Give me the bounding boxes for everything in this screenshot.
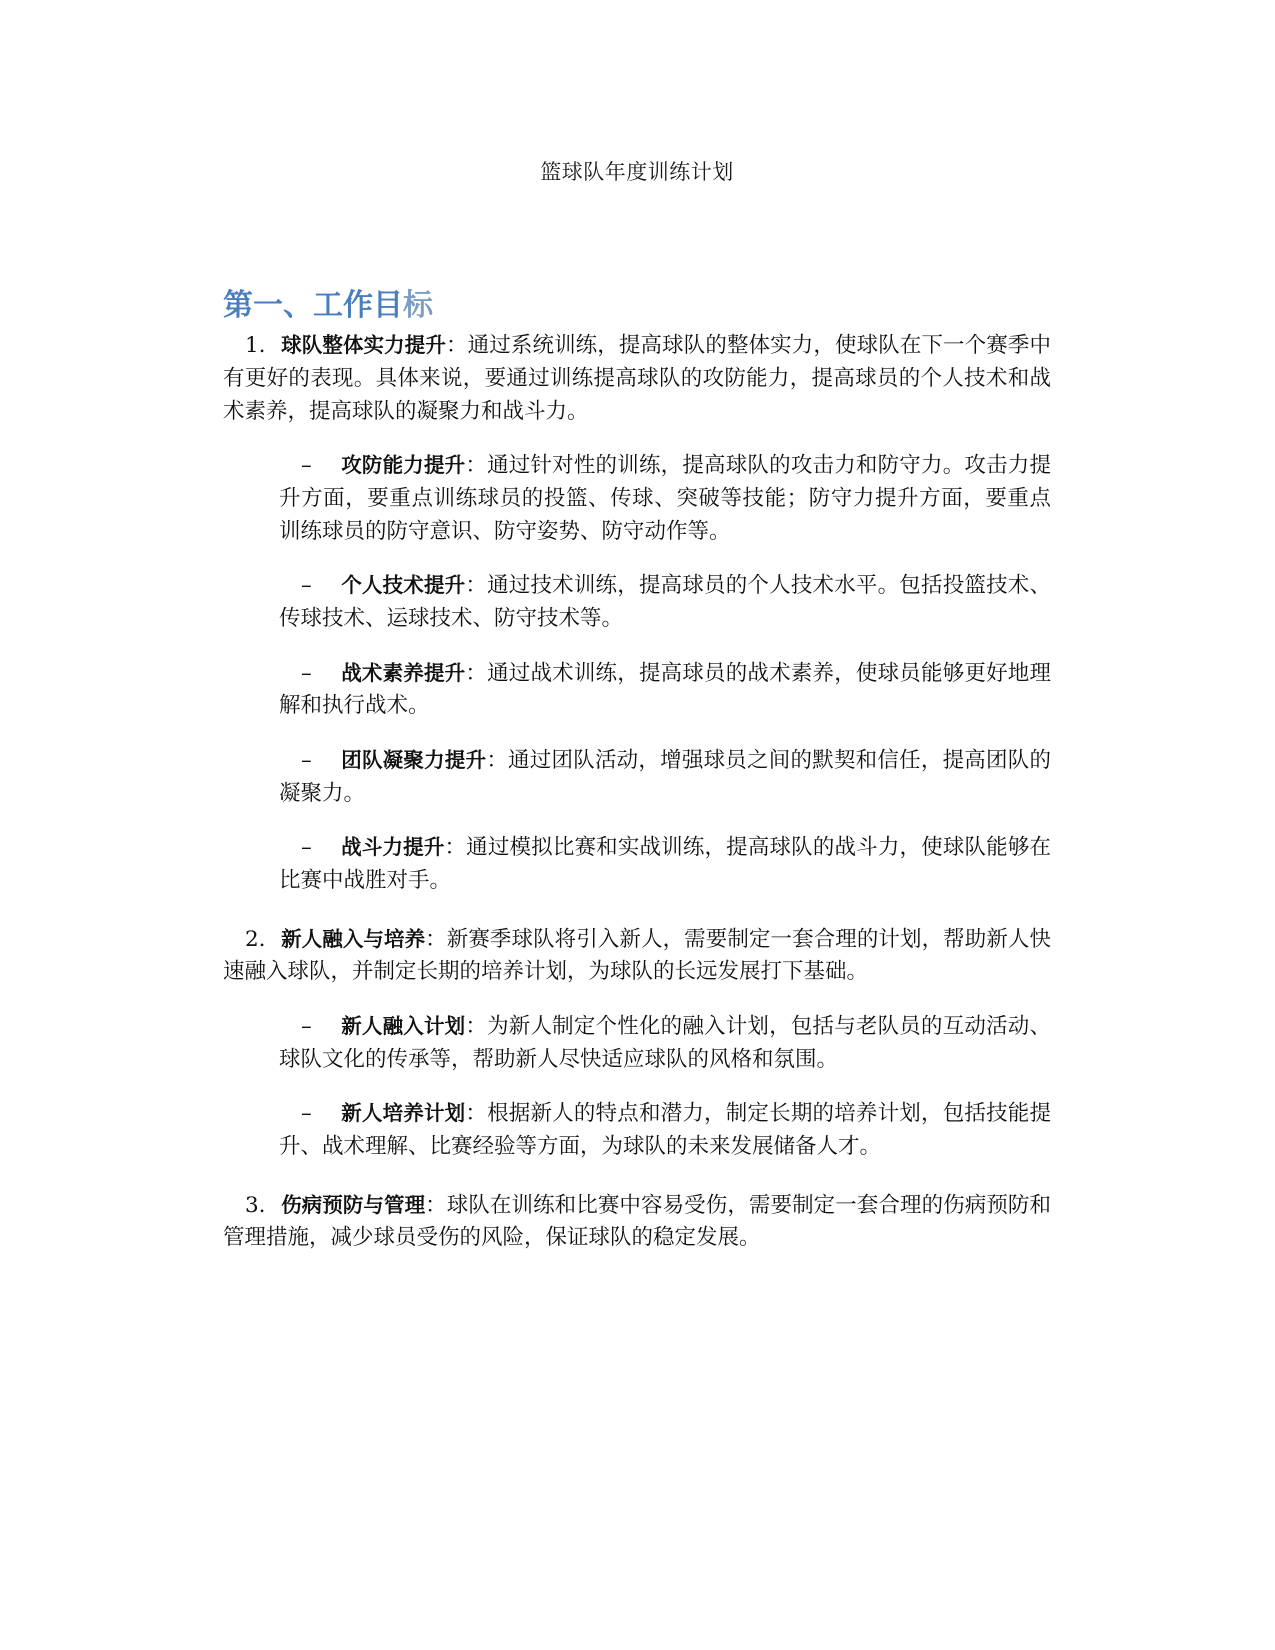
dash-item [279, 1098, 1051, 1163]
list-marker: 2. [245, 926, 266, 952]
subitem-colon: ： [465, 1014, 488, 1040]
list-marker: 1. [245, 333, 266, 359]
item-body: 新赛季球队将引入新人，需要制定一套合理的计划，帮助新人快速融入球队，并制定长期的培养计划，为球队的长远发展打下基础。 [223, 926, 1051, 985]
dash-item [279, 450, 1051, 548]
subitem-body: 为新人制定个性化的融入计划，包括与老队员的互动活动、球队文化的传承等，帮助新人尽快适应球队的风格和氛围。 [279, 1014, 1051, 1072]
dash-item [279, 832, 1051, 897]
item-body: 通过系统训练，提高球队的整体实力，使球队在下一个赛季中有更好的表现。具体来说，要通过训练提高球队的攻防能力，提高球员的个人技术和战术素养，提高球队的凝聚力和战斗力。 [223, 333, 1051, 424]
document-content [223, 0, 1051, 1255]
section-heading-main: 第一、工作目 [223, 288, 403, 324]
section-heading [223, 288, 1051, 324]
subitem-colon: ： [444, 835, 467, 861]
dash-marker: – [301, 748, 312, 774]
dash-marker: – [301, 660, 312, 686]
dash-item [279, 1011, 1051, 1076]
subitem-body: 通过技术训练，提高球员的个人技术水平。包括投篮技术、传球技术、运球技术、防守技术等。 [279, 573, 1051, 632]
item-lead-label: 球队整体实力提升 [281, 333, 446, 358]
dash-item [279, 570, 1051, 635]
subitem-colon: ： [486, 748, 509, 774]
list-marker: 3. [245, 1192, 266, 1218]
dash-item [279, 745, 1051, 810]
subitem-lead-label: 新人培养计划 [341, 1101, 466, 1126]
item-colon: ： [446, 333, 468, 359]
dash-marker: – [301, 835, 312, 861]
subitem-body: 通过团队活动，增强球员之间的默契和信任，提高团队的凝聚力。 [279, 748, 1051, 806]
subitem-colon: ： [465, 660, 488, 686]
document-title: 篮球队年度训练计划 [540, 160, 734, 184]
subitem-lead-label: 新人融入计划 [341, 1014, 466, 1039]
subitem-body: 通过战术训练，提高球员的战术素养，使球员能够更好地理解和执行战术。 [279, 660, 1051, 719]
subitem-body: 通过针对性的训练，提高球队的攻击力和防守力。攻击力提升方面，要重点训练球员的投篮、传球、突破等技能；防守力提升方面，要重点训练球员的防守意识、防守姿势、防守动作等。 [279, 453, 1051, 544]
subitem-colon: ： [465, 573, 488, 599]
subitem-colon: ： [465, 453, 488, 479]
numbered-item [223, 924, 1051, 989]
item-body: 球队在训练和比赛中容易受伤，需要制定一套合理的伤病预防和管理措施，减少球员受伤的风险，保证球队的稳定发展。 [223, 1192, 1051, 1251]
dash-marker: – [301, 1101, 312, 1127]
dash-marker: – [301, 573, 312, 599]
item-colon: ： [425, 1192, 447, 1218]
subitem-lead-label: 战斗力提升 [341, 835, 445, 860]
dash-item [279, 658, 1051, 723]
subitem-body: 通过模拟比赛和实战训练，提高球队的战斗力，使球队能够在比赛中战胜对手。 [279, 835, 1051, 894]
subitem-lead-label: 个人技术提升 [341, 573, 466, 598]
item-lead-label: 新人融入与培养 [281, 926, 426, 951]
numbered-item [223, 1190, 1051, 1255]
subitem-lead-label: 战术素养提升 [341, 660, 466, 685]
numbered-item [223, 330, 1051, 428]
item-colon: ： [425, 926, 447, 952]
subitem-body: 根据新人的特点和潜力，制定长期的培养计划，包括技能提升、战术理解、比赛经验等方面，为球队的未来发展储备人才。 [279, 1101, 1051, 1160]
subitem-colon: ： [465, 1101, 488, 1127]
item-lead-label: 伤病预防与管理 [281, 1192, 426, 1217]
subitem-lead-label: 攻防能力提升 [341, 453, 466, 478]
section-heading-tail: 标 [403, 288, 433, 324]
subitem-lead-label: 团队凝聚力提升 [341, 748, 487, 773]
dash-marker: – [301, 453, 312, 479]
dash-marker: – [301, 1014, 312, 1040]
